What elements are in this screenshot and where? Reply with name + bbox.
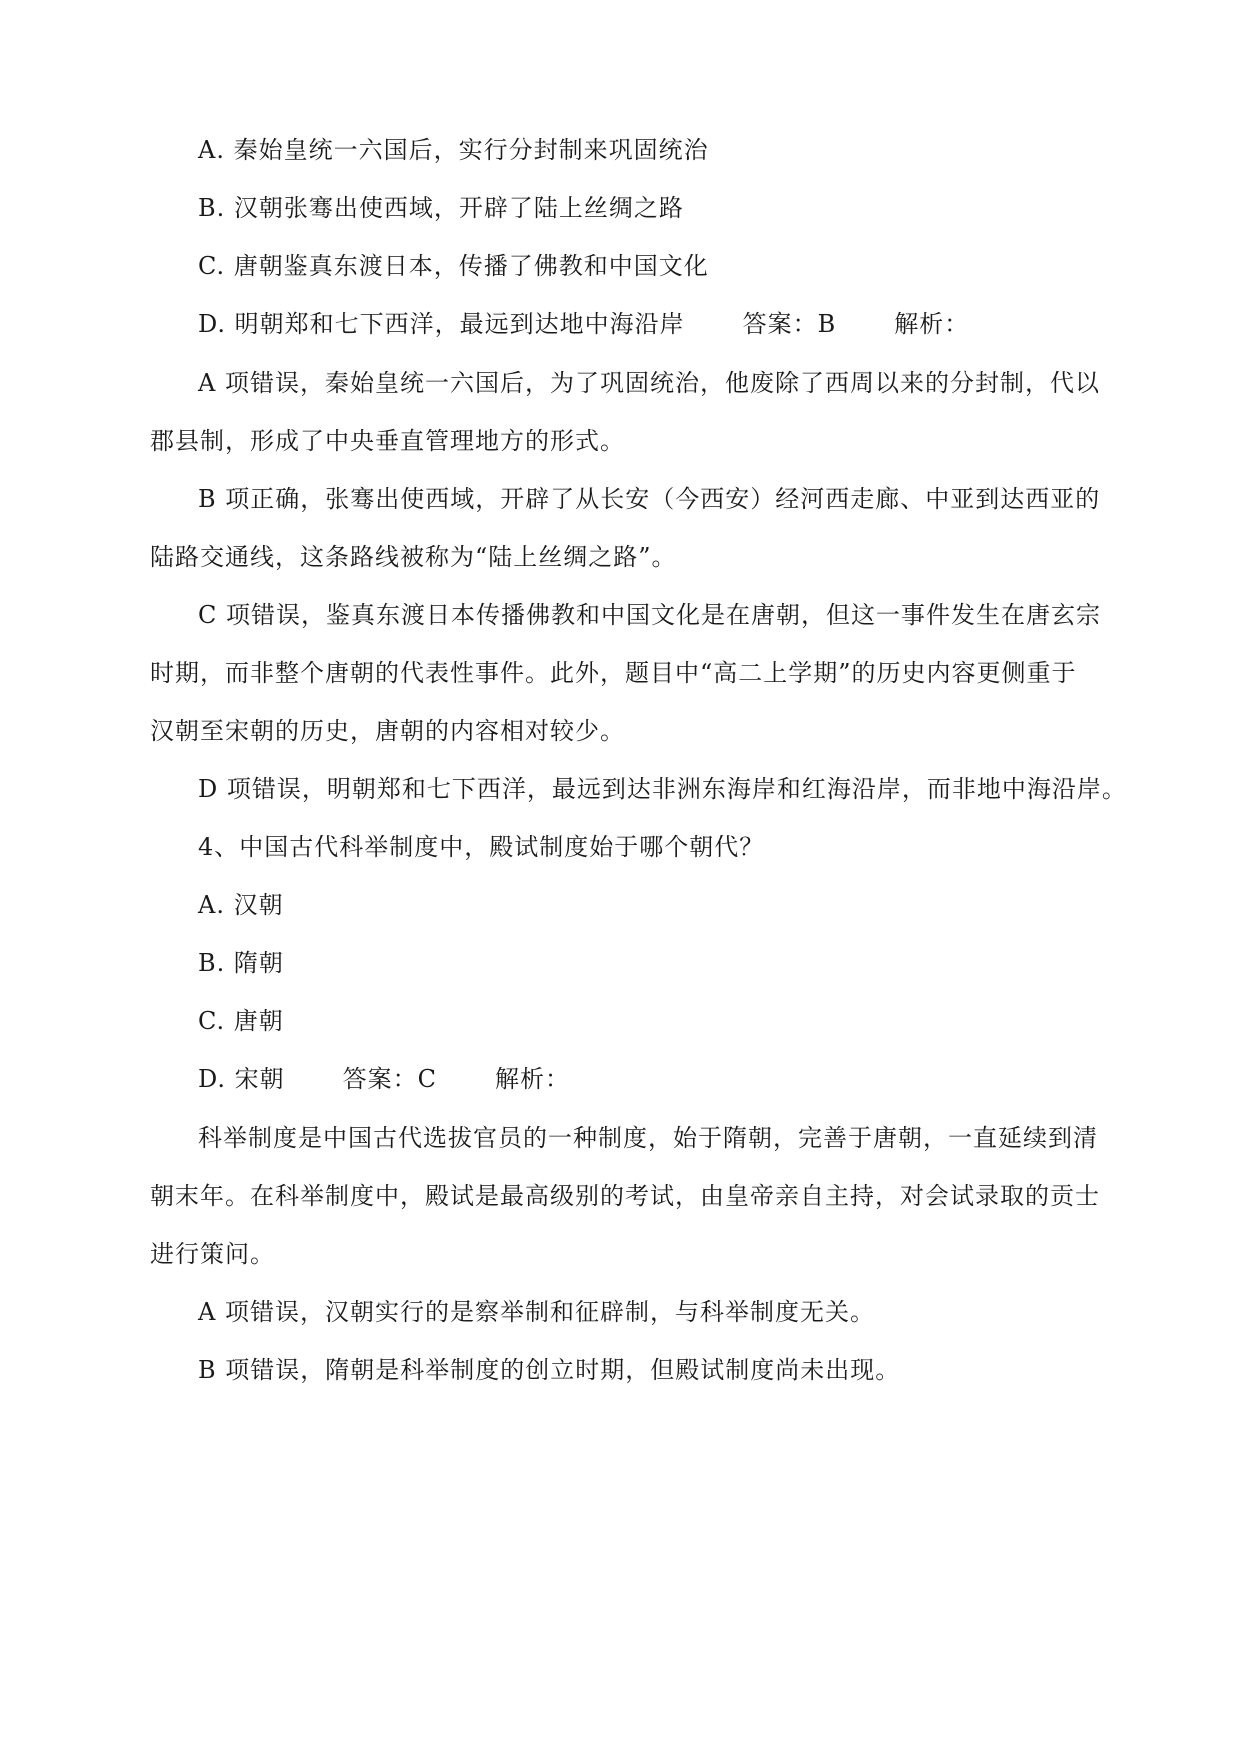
q3-analysis-c-line-2: 时期，而非整个唐朝的代表性事件。此外，题目中“高二上学期”的历史内容更侧重于 bbox=[150, 659, 1077, 687]
q4-option-d-line bbox=[198, 1062, 1148, 1096]
q3-analysis-c-line-3: 汉朝至宋朝的历史，唐朝的内容相对较少。 bbox=[150, 717, 625, 745]
q4-option-c: C. 唐朝 bbox=[198, 1007, 284, 1035]
q3-analysis-b-line-1: B 项正确，张骞出使西域，开辟了从长安（今西安）经河西走廊、中亚到达西亚的 bbox=[198, 485, 1101, 513]
q4-analysis-a-line-1: A 项错误，汉朝实行的是察举制和征辟制，与科举制度无关。 bbox=[198, 1298, 875, 1326]
q4-option-b: B. 隋朝 bbox=[198, 949, 284, 977]
q3-analysis-a-line-1: A 项错误，秦始皇统一六国后，为了巩固统治，他废除了西周以来的分封制，代以 bbox=[198, 369, 1100, 397]
q3-option-d-line bbox=[198, 307, 1148, 341]
q3-answer: 答案：B bbox=[742, 310, 837, 338]
q3-analysis-d-line-1: D 项错误，明朝郑和七下西洋，最远到达非洲东海岸和红海沿岸，而非地中海沿岸。 bbox=[198, 775, 1127, 803]
q3-analysis-c-line-1: C 项错误，鉴真东渡日本传播佛教和中国文化是在唐朝，但这一事件发生在唐玄宗 bbox=[198, 601, 1101, 629]
q3-analysis-b-line-2: 陆路交通线，这条路线被称为“陆上丝绸之路”。 bbox=[150, 543, 677, 571]
q3-option-d: D. 明朝郑和七下西洋，最远到达地中海沿岸 bbox=[198, 310, 685, 338]
q4-analysis-b-line-1: B 项错误，隋朝是科举制度的创立时期，但殿试制度尚未出现。 bbox=[198, 1356, 901, 1384]
q3-option-c: C. 唐朝鉴真东渡日本，传播了佛教和中国文化 bbox=[198, 252, 709, 280]
q4-option-d: D. 宋朝 bbox=[198, 1065, 285, 1093]
q3-option-a: A. 秦始皇统一六国后，实行分封制来巩固统治 bbox=[198, 136, 709, 164]
q3-analysis-a-line-2: 郡县制，形成了中央垂直管理地方的形式。 bbox=[150, 427, 625, 455]
q4-question: 4、中国古代科举制度中，殿试制度始于哪个朝代？ bbox=[198, 833, 765, 861]
q4-analysis-intro-line-1: 科举制度是中国古代选拔官员的一种制度，始于隋朝，完善于唐朝，一直延续到清 bbox=[198, 1124, 1098, 1152]
q4-analysis-intro-line-3: 进行策问。 bbox=[150, 1240, 275, 1268]
q4-analysis-intro-line-2: 朝末年。在科举制度中，殿试是最高级别的考试，由皇帝亲自主持，对会试录取的贡士 bbox=[150, 1182, 1100, 1210]
q4-option-a: A. 汉朝 bbox=[198, 891, 284, 919]
q3-analysis-label: 解析： bbox=[894, 310, 970, 338]
q3-option-b: B. 汉朝张骞出使西域，开辟了陆上丝绸之路 bbox=[198, 194, 684, 222]
q4-analysis-label: 解析： bbox=[495, 1065, 571, 1093]
q4-answer: 答案：C bbox=[342, 1065, 438, 1093]
